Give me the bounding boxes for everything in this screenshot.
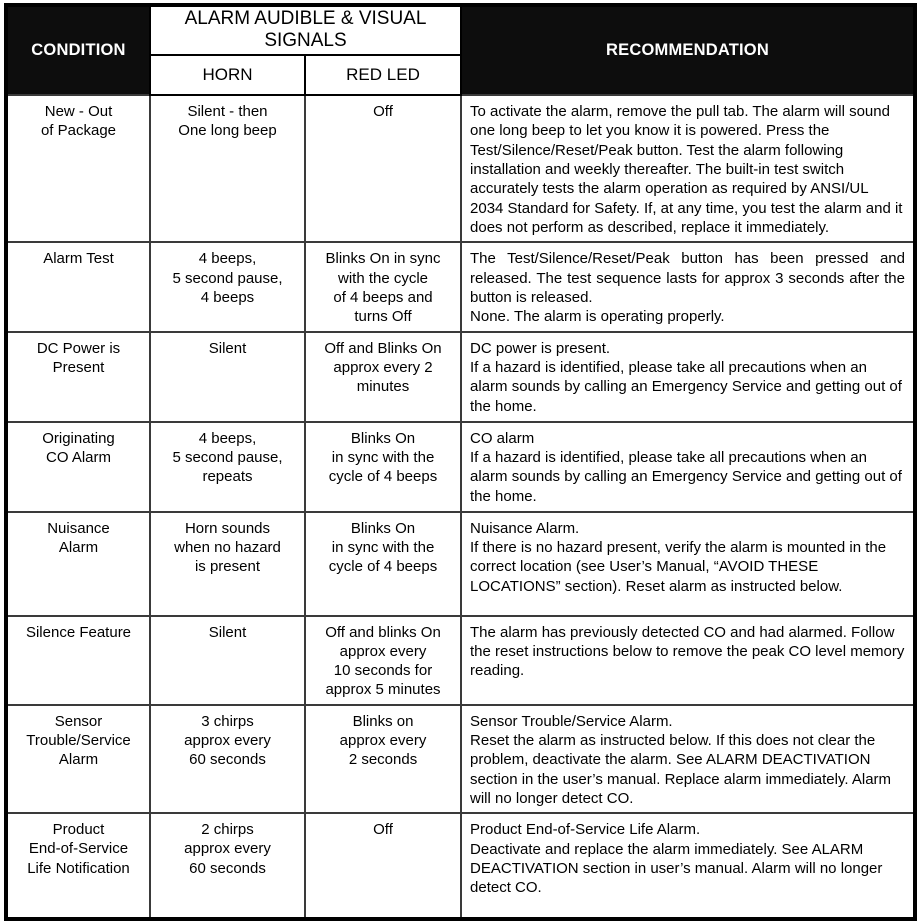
cell-red-led: Blinks On in sync with the cycle of 4 beeps xyxy=(305,512,461,616)
table-row xyxy=(6,422,915,512)
table-header xyxy=(6,5,915,95)
cell-horn: Horn sounds when no hazard is present xyxy=(150,512,305,616)
recommendation-paragraph: Sensor Trouble/Service Alarm. xyxy=(470,712,673,730)
cell-condition: Product End-of-Service Life Notification xyxy=(6,813,150,919)
recommendation-paragraph: CO alarm xyxy=(470,429,535,447)
table-row xyxy=(6,332,915,422)
cell-red-led: Off and blinks On approx every 10 seconds for approx 5 minutes xyxy=(305,616,461,705)
cell-recommendation xyxy=(461,242,915,331)
recommendation-paragraph: Deactivate and replace the alarm immediately. See ALARM DEACTIVATION section in user’s manual. Alarm will no longer detect CO. xyxy=(470,840,883,897)
column-header-recommendation: RECOMMENDATION xyxy=(461,5,915,95)
recommendation-paragraph: Nuisance Alarm. xyxy=(470,519,580,537)
table-row xyxy=(6,242,915,331)
recommendation-paragraph: The Test/Silence/Reset/Peak button has been pressed and released. The test sequence lasts for approx 3 seconds after the button is released. xyxy=(470,250,905,307)
cell-condition: Silence Feature xyxy=(6,616,150,705)
cell-recommendation xyxy=(461,705,915,814)
cell-condition: Originating CO Alarm xyxy=(6,422,150,512)
table-body xyxy=(6,95,915,919)
column-header-condition: CONDITION xyxy=(6,5,150,95)
cell-condition: DC Power is Present xyxy=(6,332,150,422)
cell-recommendation xyxy=(461,813,915,919)
table-row xyxy=(6,616,915,705)
cell-red-led: Blinks On in sync with the cycle of 4 beeps xyxy=(305,422,461,512)
cell-condition: New - Out of Package xyxy=(6,95,150,242)
recommendation-paragraph: Reset the alarm as instructed below. If this does not clear the problem, deactivate the alarm. See ALARM DEACTIVATION section in the user’s manual. Replace alarm immediately. Alarm will no longer detect CO. xyxy=(470,731,892,807)
recommendation-paragraph: DC power is present. xyxy=(470,339,611,357)
cell-recommendation xyxy=(461,616,915,705)
cell-horn: 2 chirps approx every 60 seconds xyxy=(150,813,305,919)
table-row xyxy=(6,813,915,919)
cell-red-led: Off xyxy=(305,813,461,919)
column-header-signals-group: ALARM AUDIBLE & VISUAL SIGNALS xyxy=(150,5,461,55)
cell-condition: Sensor Trouble/Service Alarm xyxy=(6,705,150,814)
alarm-signal-table xyxy=(4,3,917,921)
column-header-horn: HORN xyxy=(150,55,305,95)
recommendation-paragraph: If a hazard is identified, please take all precautions when an alarm sounds by calling an Emergency Service and getting out of the home. xyxy=(470,359,902,415)
cell-recommendation xyxy=(461,422,915,512)
cell-horn: 4 beeps, 5 second pause, 4 beeps xyxy=(150,242,305,331)
column-header-red-led: RED LED xyxy=(305,55,461,95)
recommendation-paragraph: To activate the alarm, remove the pull tab. The alarm will sound one long beep to let you know it is powered. Press the Test/Silence/Reset/Peak button. Test the alarm following installation and weekly thereafter. The built-in test switch accurately tests the alarm operation as required by ANSI/UL 2034 Standard for Safety. If, at any time, you test the alarm and it does not perform as described, replace it immediately. xyxy=(470,103,903,237)
table-row xyxy=(6,705,915,814)
recommendation-paragraph: The alarm has previously detected CO and had alarmed. Follow the reset instructions below to remove the peak CO level memory reading. xyxy=(470,623,905,680)
cell-condition: Nuisance Alarm xyxy=(6,512,150,616)
cell-horn: Silent xyxy=(150,332,305,422)
cell-red-led: Off xyxy=(305,95,461,242)
cell-red-led: Off and Blinks On approx every 2 minutes xyxy=(305,332,461,422)
recommendation-paragraph: None. The alarm is operating properly. xyxy=(470,308,725,326)
recommendation-paragraph: Product End-of-Service Life Alarm. xyxy=(470,821,701,839)
cell-recommendation xyxy=(461,332,915,422)
cell-horn: Silent xyxy=(150,616,305,705)
recommendation-paragraph: If a hazard is identified, please take all precautions when an alarm sounds by calling an Emergency Service and getting out of the home. xyxy=(470,449,902,505)
table-row xyxy=(6,512,915,616)
cell-horn: 3 chirps approx every 60 seconds xyxy=(150,705,305,814)
cell-red-led: Blinks On in sync with the cycle of 4 beeps and turns Off xyxy=(305,242,461,331)
cell-recommendation xyxy=(461,95,915,242)
table-row xyxy=(6,95,915,242)
recommendation-paragraph: If there is no hazard present, verify the alarm is mounted in the correct location (see User’s Manual, “AVOID THESE LOCATIONS” section). Reset alarm as instructed below. xyxy=(470,539,887,595)
cell-horn: Silent - then One long beep xyxy=(150,95,305,242)
header-row-top xyxy=(6,5,915,55)
cell-recommendation xyxy=(461,512,915,616)
cell-red-led: Blinks on approx every 2 seconds xyxy=(305,705,461,814)
cell-horn: 4 beeps, 5 second pause, repeats xyxy=(150,422,305,512)
cell-condition: Alarm Test xyxy=(6,242,150,331)
